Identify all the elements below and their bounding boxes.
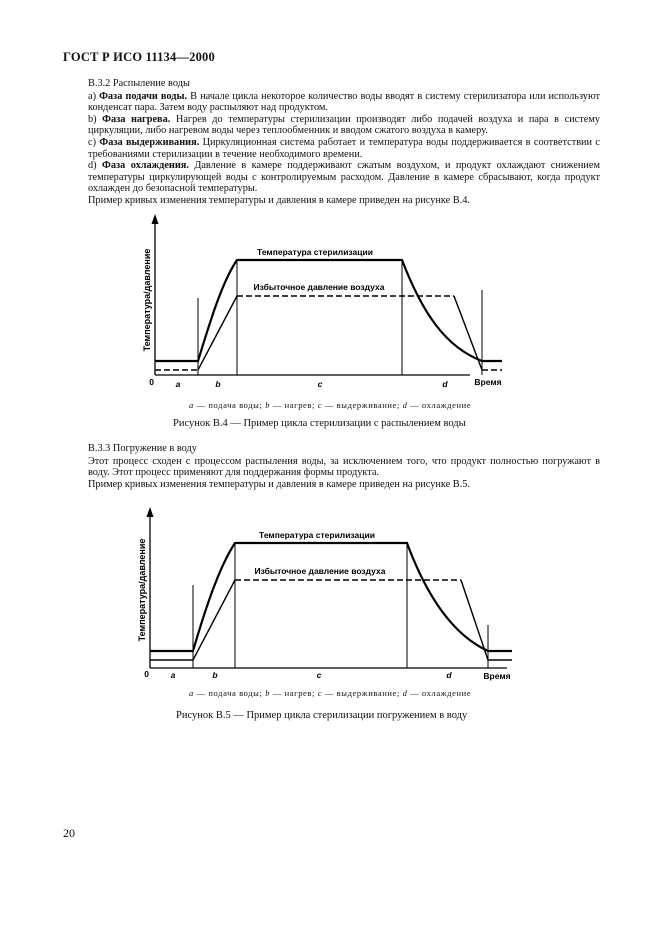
figure-b4-legend <box>189 400 471 410</box>
temperature-label: Температура стерилизации <box>257 247 373 257</box>
section-b33-heading: В.3.3 Погружение в воду <box>88 443 197 454</box>
document-header: ГОСТ Р ИСО 11134—2000 <box>63 50 215 64</box>
figure-b4-caption: Рисунок В.4 — Пример цикла стерилизации с распылением воды <box>173 418 466 429</box>
phase-d-prefix: d) <box>88 160 102 172</box>
legend-d-key: d <box>402 400 408 410</box>
phase-a-text: В начале цикла некоторое количество воды вводят в систему стерилизатора или используют конденсат пара. Затем воду распыляют над продуктом. <box>88 90 601 114</box>
phase-d-text: Давление в камере поддерживают сжатым воздухом, и продукт охлаждают снижением температуры циркулирующей воды с контролируемым расходом. Давление в камере сбрасывают, когда продукт охлажден до безопасной температуры. <box>88 160 600 195</box>
y-axis-arrow <box>147 507 154 517</box>
legend-b-text: — нагрев; <box>270 688 318 698</box>
legend-a-text: — подача воды; <box>193 400 266 410</box>
x-axis-label: Время <box>474 377 502 387</box>
legend-b-text: — нагрев; <box>270 400 318 410</box>
legend-c-text: — выдерживание; <box>322 688 403 698</box>
temperature-curve <box>150 543 512 651</box>
figure-b5-reference: Пример кривых изменения температуры и давления в камере приведен на рисунке В.5. <box>88 478 470 490</box>
phase-a-title: Фаза подачи воды. <box>99 90 188 102</box>
phase-c-label: c <box>317 379 323 389</box>
pressure-label: Избыточное давление воздуха <box>254 566 386 576</box>
origin-label: 0 <box>149 377 154 387</box>
phase-b-paragraph <box>88 114 600 137</box>
figure-b5-caption: Рисунок В.5 — Пример цикла стерилизации погружением в воду <box>176 710 468 721</box>
legend-a-key: a <box>189 400 194 410</box>
phase-d-label: d <box>446 670 452 680</box>
temperature-curve <box>155 260 502 361</box>
legend-b-key: b <box>265 688 271 698</box>
phase-c-paragraph <box>88 137 600 160</box>
legend-c-text: — выдерживание; <box>322 400 403 410</box>
section-b33 <box>88 443 600 490</box>
temperature-label: Температура стерилизации <box>259 530 375 540</box>
phase-b-title: Фаза нагрева. <box>102 113 171 125</box>
pressure-curve-rise <box>198 296 237 370</box>
y-axis-arrow <box>152 214 159 224</box>
pressure-curve-fall <box>454 296 482 370</box>
legend-d-text: — охлаждение <box>407 400 472 410</box>
y-axis-label: Температура/давление <box>137 538 147 642</box>
phase-c-text: Циркуляционная система работает и температура воды поддерживается в соответствии с требованиями стерилизации в течение необходимого времени. <box>88 136 600 160</box>
phase-d-title: Фаза охлаждения. <box>102 160 189 172</box>
pressure-label: Избыточное давление воздуха <box>253 282 385 292</box>
legend-a-text: — подача воды; <box>193 688 266 698</box>
section-b32 <box>88 78 600 207</box>
section-b32-heading: В.3.2 Распыление воды <box>88 78 190 89</box>
phase-d-label: d <box>442 379 448 389</box>
figure-b5-chart <box>135 505 525 690</box>
legend-c-key: c <box>317 688 323 698</box>
phase-c-title: Фаза выдерживания. <box>99 136 200 148</box>
origin-label: 0 <box>144 669 149 679</box>
figure-b4-reference: Пример кривых изменения температуры и давления в камере приведен на рисунке В.4. <box>88 194 470 206</box>
pressure-curve-rise <box>193 580 235 660</box>
legend-d-text: — охлаждение <box>407 688 472 698</box>
phase-b-label: b <box>212 670 218 680</box>
phase-b-text: Нагрев до температуры стерилизации производят либо подачей воздуха и пара в систему циркуляции, либо нагревом воды через теплообменник и вводом сжатого воздуха в камеру. <box>88 113 600 137</box>
phase-a-paragraph <box>88 91 600 114</box>
legend-a-key: a <box>189 688 194 698</box>
page-number: 20 <box>63 826 75 840</box>
legend-c-key: c <box>317 400 323 410</box>
phase-c-label: c <box>316 670 322 680</box>
phase-a-prefix: а) <box>88 90 100 102</box>
x-axis-label: Время <box>483 671 511 681</box>
phase-d-paragraph <box>88 160 600 195</box>
legend-d-key: d <box>402 688 408 698</box>
phase-a-label: a <box>175 379 181 389</box>
y-axis-label: Температура/давление <box>142 248 152 352</box>
phase-c-prefix: с) <box>88 136 100 148</box>
legend-b-key: b <box>265 400 271 410</box>
section-b33-text: Этот процесс сходен с процессом распыления воды, за исключением того, что продукт полностью погружают в воду. Этот процесс применяют для поддержания формы продукта. <box>88 455 600 479</box>
phase-a-label: a <box>170 670 176 680</box>
phase-b-label: b <box>215 379 221 389</box>
figure-b5-legend <box>189 688 471 698</box>
figure-b4-chart <box>140 212 520 397</box>
phase-b-prefix: b) <box>88 113 103 125</box>
pressure-curve-fall <box>461 580 488 660</box>
